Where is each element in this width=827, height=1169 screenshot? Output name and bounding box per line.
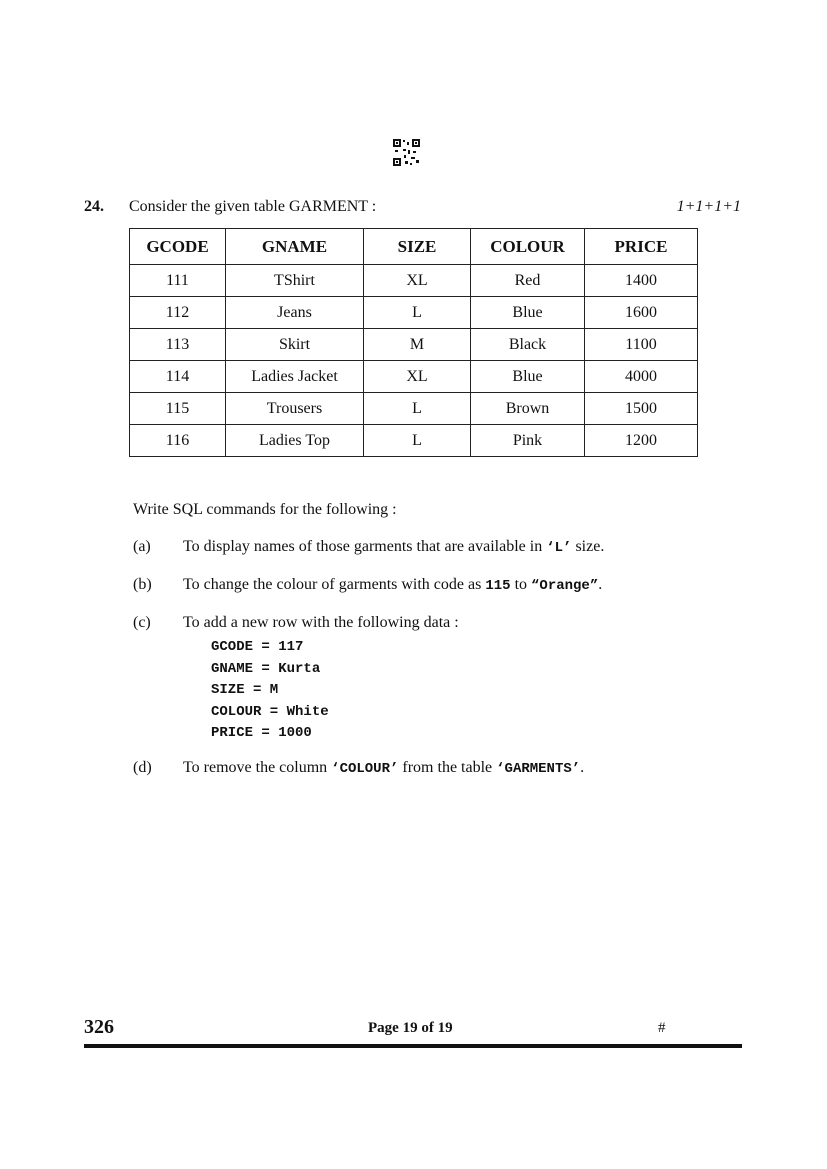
cell: 1100 [585, 329, 698, 361]
code-literal: ‘GARMENTS’ [496, 761, 581, 777]
table-row [130, 297, 698, 329]
table-row [130, 361, 698, 393]
text-segment: . [580, 759, 585, 776]
cell: 111 [130, 265, 226, 297]
qr-code [393, 139, 420, 166]
cell: Brown [471, 393, 585, 425]
cell: XL [364, 265, 471, 297]
cell: 1600 [585, 297, 698, 329]
cell: L [364, 393, 471, 425]
cell: TShirt [226, 265, 364, 297]
cell: L [364, 425, 471, 457]
cell: 114 [130, 361, 226, 393]
text-segment: . [598, 576, 603, 593]
marks: 1+1+1+1 [676, 198, 741, 215]
code-line: SIZE = M [211, 682, 279, 698]
cell: Black [471, 329, 585, 361]
code-line: COLOUR = White [211, 703, 329, 720]
table-header-row [130, 229, 698, 265]
cell: 112 [130, 297, 226, 329]
table-row [130, 265, 698, 297]
code-line: GNAME = Kurta [211, 660, 321, 677]
code-literal: ‘L’ [546, 540, 572, 556]
cell: 113 [130, 329, 226, 361]
question-text: Consider the given table GARMENT : [129, 198, 377, 215]
cell: Jeans [226, 297, 364, 329]
part-text: To add a new row with the following data : [183, 614, 459, 631]
cell: Red [471, 265, 585, 297]
part-text [183, 576, 602, 594]
cell: Ladies Jacket [226, 361, 364, 393]
part-label: (a) [133, 538, 151, 555]
header-gcode: GCODE [130, 229, 226, 265]
code-literal: “Orange” [531, 578, 599, 594]
header-gname: GNAME [226, 229, 364, 265]
cell: Ladies Top [226, 425, 364, 457]
header-colour: COLOUR [471, 229, 585, 265]
text-segment: To remove the column [183, 759, 332, 776]
code-line: PRICE = 1000 [211, 725, 312, 741]
garment-table [129, 228, 698, 457]
cell: Blue [471, 361, 585, 393]
text-segment: from the table [398, 759, 497, 776]
text-segment: To change the colour of garments with code as [183, 576, 486, 593]
text-segment: size. [571, 538, 605, 555]
cell: L [364, 297, 471, 329]
cell: XL [364, 361, 471, 393]
code-line: GCODE = 117 [211, 639, 304, 655]
cell: M [364, 329, 471, 361]
page-number: Page 19 of 19 [368, 1020, 453, 1036]
text-segment: to [510, 576, 532, 593]
part-label: (b) [133, 576, 152, 593]
header-price: PRICE [585, 229, 698, 265]
cell: 115 [130, 393, 226, 425]
part-text [183, 538, 604, 556]
part-label: (c) [133, 614, 151, 631]
cell: 1500 [585, 393, 698, 425]
cell: Skirt [226, 329, 364, 361]
cell: Trousers [226, 393, 364, 425]
table-row [130, 329, 698, 361]
code-literal: ‘COLOUR’ [331, 761, 399, 777]
question-number: 24. [84, 198, 104, 215]
cell: 1200 [585, 425, 698, 457]
cell: 116 [130, 425, 226, 457]
text-segment: To display names of those garments that are available in [183, 538, 547, 555]
cell: 1400 [585, 265, 698, 297]
table-row [130, 393, 698, 425]
table-row [130, 425, 698, 457]
footer-hash: # [658, 1020, 666, 1036]
part-text [183, 759, 584, 777]
footer-divider [84, 1044, 742, 1048]
paper-code: 326 [84, 1016, 114, 1038]
new-row-data [211, 637, 329, 745]
cell: Pink [471, 425, 585, 457]
code-literal: 115 [485, 578, 511, 594]
part-label: (d) [133, 759, 152, 776]
header-size: SIZE [364, 229, 471, 265]
cell: Blue [471, 297, 585, 329]
instructions: Write SQL commands for the following : [133, 501, 397, 518]
cell: 4000 [585, 361, 698, 393]
